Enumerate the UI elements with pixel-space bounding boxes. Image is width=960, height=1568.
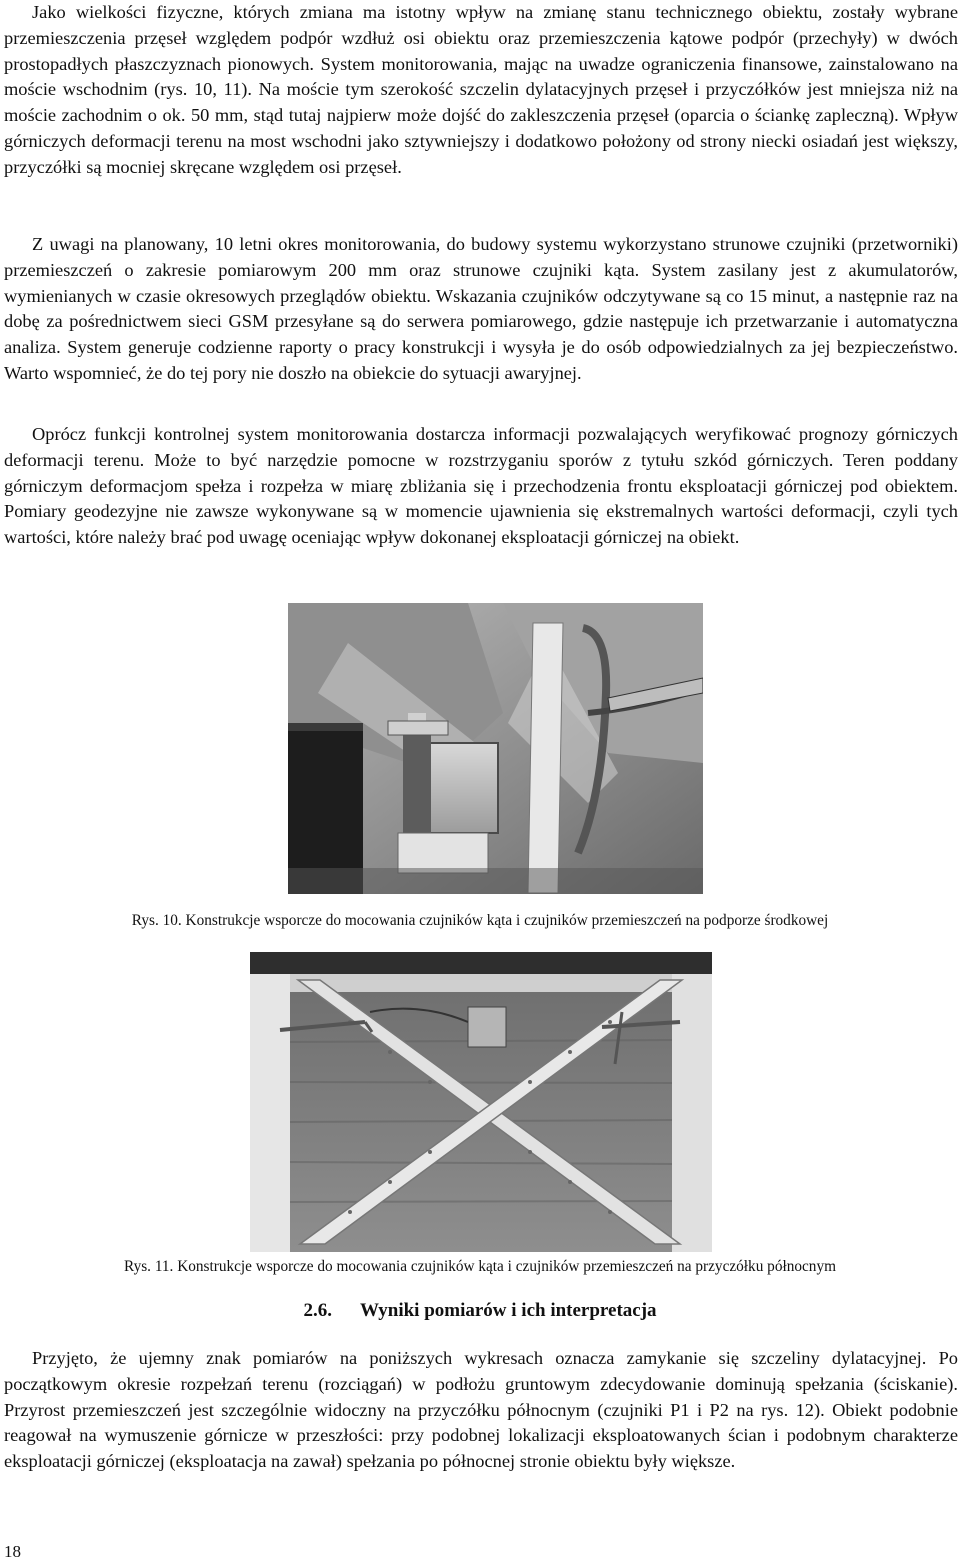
figure-10-caption: Rys. 10. Konstrukcje wsporcze do mocowania czujników kąta i czujników przemieszczeń na podporze środkowej: [131, 912, 829, 929]
body-paragraph: Jako wielkości fizyczne, których zmiana ma istotny wpływ na zmianę stanu technicznego obiektu, zostały wybrane przemieszczenia przęseł względem podpór wzdłuż osi obiektu oraz przemieszczenia kątowe podpór (przechyły) w dwóch prostopadłych płaszczyznach pionowych. System monitorowania, mając na uwadze ograniczenia finansowe, zainstalowano na moście wschodnim (rys. 10, 11). Na moście tym szerokość szczelin dylatacyjnych przęseł i przyczółków jest mniejsza niż na moście zachodnim o ok. 50 mm, stąd tutaj najpierw może dojść do zakleszczenia przęseł (oparcia o ściankę zapleczną). Wpływ górniczych deformacji terenu na most wschodni jako sztywniejszy i dodatkowo położony od strony niecki osiadań jest większy, przyczółki są mocniej skręcane względem osi przęseł.: [4, 2, 958, 177]
section-number: 2.6.: [303, 1300, 332, 1321]
body-paragraph: Oprócz funkcji kontrolnej system monitorowania dostarcza informacji pozwalających weryfikować prognozy górniczych deformacji terenu. Może to być narzędzie pomocne w rozstrzyganiu sporów z tytułu szkód górniczych. Teren poddany górniczym deformacjom spełza i rozpełza w miarę zbliżania się i przechodzenia frontu eksploatacji górniczej pod obiektem. Pomiary geodezyjne nie zawsze wykonywane są w momencie ujawnienia się ekstremalnych wartości deformacji, czyli tych wartości, które należy brać pod uwagę oceniając wpływ dokonanej eksploatacji górniczej na obiekt.: [4, 424, 958, 548]
section-heading: [0, 1299, 960, 1323]
section-title: Wyniki pomiarów i ich interpretacja: [359, 1300, 657, 1321]
page-number: 18: [4, 1542, 21, 1561]
body-paragraph: Z uwagi na planowany, 10 letni okres monitorowania, do budowy systemu wykorzystano strunowe czujniki (przetworniki) przemieszczeń o zakresie pomiarowym 200 mm oraz strunowe czujniki kąta. System zasilany jest z akumulatorów, wymienianych w czasie okresowych przeglądów obiektu. Wskazania czujników odczytywane są co 15 minut, a następnie raz na dobę za pośrednictwem sieci GSM przesyłane są do serwera pomiarowego, gdzie następuje ich przetwarzanie i automatyczna analiza. System generuje codzienne raporty o pracy konstrukcji i wysyła je do osób odpowiedzialnych za jej bezpieczeństwo. Warto wspomnieć, że do tej pory nie doszło na obiekcie do sytuacji awaryjnej.: [4, 234, 958, 383]
figure-11-photo: [250, 952, 712, 1252]
figure-10-photo: [288, 603, 703, 894]
figure-11-caption: Rys. 11. Konstrukcje wsporcze do mocowania czujników kąta i czujników przemieszczeń na przyczółku północnym: [123, 1258, 837, 1275]
body-paragraph: Przyjęto, że ujemny znak pomiarów na poniższych wykresach oznacza zamykanie się szczeliny dylatacyjnej. Po początkowym okresie rozpełzań terenu (rozciągań) w podłożu gruntowym zdecydowanie dominują spełzania (ściskanie). Przyrost przemieszczeń jest szczególnie widoczny na przyczółku północnym (czujniki P1 i P2 na rys. 12). Obiekt podobnie reagował na wymuszenie górnicze w przeszłości: przy podobnej lokalizacji eksploatowanych ścian i podobnym charakterze eksploatacji górniczej (eksploatacja na zawał) spełzania po północnej stronie obiektu były większe.: [4, 1348, 958, 1472]
